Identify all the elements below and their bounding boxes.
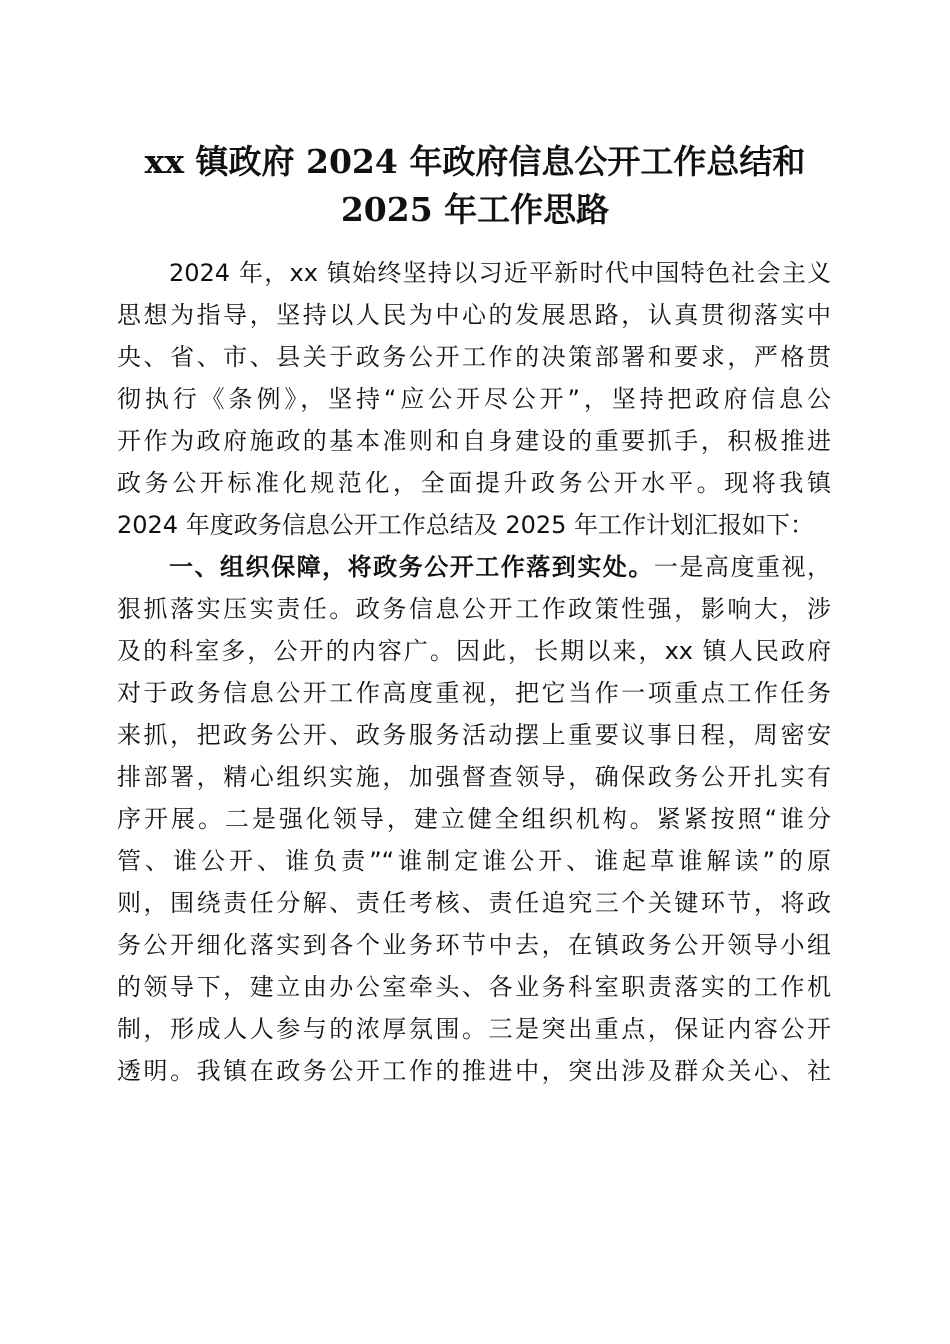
paragraph-line: 央、省、市、县关于政务公开工作的决策部署和要求，严格贯 — [117, 343, 831, 371]
paragraph-line: 务公开细化落实到各个业务环节中去，在镇政务公开领导小组 — [117, 931, 831, 959]
paragraph-line: 彻执行《条例》，坚持“应公开尽公开”，坚持把政府信息公 — [117, 385, 831, 413]
paragraph-line: 来抓，把政务公开、政务服务活动摆上重要议事日程，周密安 — [117, 721, 831, 749]
paragraph-line: 则，围绕责任分解、责任考核、责任追究三个关键环节，将政 — [117, 889, 831, 917]
paragraph-line: 思想为指导，坚持以人民为中心的发展思路，认真贯彻落实中 — [117, 301, 831, 329]
paragraph-line: 管、谁公开、谁负责”“谁制定谁公开、谁起草谁解读”的原 — [117, 847, 831, 875]
section-1-first-line — [117, 546, 831, 588]
paragraph-line: 对于政务信息公开工作高度重视，把它当作一项重点工作任务 — [117, 679, 831, 707]
section-1-heading: 一、组织保障，将政务公开工作落到实处。 — [169, 553, 654, 581]
paragraph-line: 序开展。二是强化领导，建立健全组织机构。紧紧按照“谁分 — [117, 805, 831, 833]
section-1-paragraph — [117, 546, 831, 1092]
title-line-1: xx 镇政府 2024 年政府信息公开工作总结和 — [144, 142, 806, 181]
document-body — [117, 252, 831, 1092]
paragraph-line: 排部署，精心组织实施，加强督查领导，确保政务公开扎实有 — [117, 763, 831, 791]
paragraph-line: 的领导下，建立由办公室牵头、各业务科室职责落实的工作机 — [117, 973, 831, 1001]
paragraph-line: 狠抓落实压实责任。政务信息公开工作政策性强，影响大，涉 — [117, 595, 831, 623]
title-line-2: 2025 年工作思路 — [340, 190, 610, 229]
paragraph-line: 制，形成人人参与的浓厚氛围。三是突出重点，保证内容公开 — [117, 1015, 831, 1043]
paragraph-line: 2024 年度政务信息公开工作总结及 2025 年工作计划汇报如下： — [117, 511, 815, 539]
paragraph-line: 开作为政府施政的基本准则和自身建设的重要抓手，积极推进 — [117, 427, 831, 455]
paragraph-line: 2024 年，xx 镇始终坚持以习近平新时代中国特色社会主义 — [169, 259, 831, 287]
section-1-first-line-rest: 一是高度重视， — [653, 553, 832, 581]
paragraph-line: 政务公开标准化规范化，全面提升政务公开水平。现将我镇 — [117, 469, 831, 497]
paragraph-line: 及的科室多，公开的内容广。因此，长期以来，xx 镇人民政府 — [117, 637, 831, 665]
paragraph-line: 透明。我镇在政务公开工作的推进中，突出涉及群众关心、社 — [117, 1057, 831, 1085]
paragraph-intro — [117, 252, 831, 546]
document-title — [100, 138, 850, 234]
